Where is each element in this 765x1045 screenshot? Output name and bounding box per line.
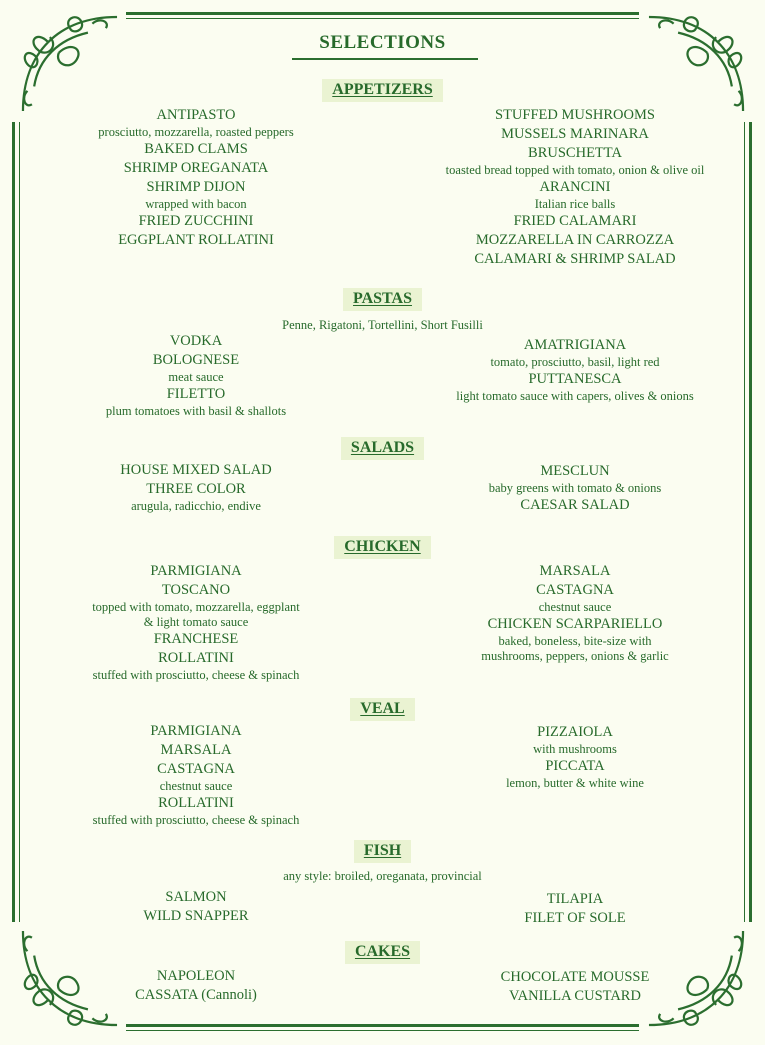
salads-right-column bbox=[410, 462, 740, 515]
bottom-border-line bbox=[126, 1024, 639, 1027]
menu-item-description: arugula, radicchio, endive bbox=[131, 499, 261, 513]
heading-label: SALADS bbox=[341, 437, 424, 460]
menu-item-name: CAESAR SALAD bbox=[520, 497, 630, 513]
menu-item-name: FRIED ZUCCHINI bbox=[138, 213, 254, 229]
menu-item-description: & light tomato sauce bbox=[143, 615, 249, 629]
menu-item-name: TILAPIA bbox=[546, 891, 604, 907]
menu-item-name: MUSSELS MARINARA bbox=[501, 126, 649, 142]
menu-item-description: light tomato sauce with capers, olives & onions bbox=[456, 389, 694, 403]
salads-left-column bbox=[40, 461, 352, 514]
menu-item-name: FRANCHESE bbox=[153, 631, 239, 647]
menu-item-name: VODKA bbox=[169, 333, 223, 349]
corner-ornament-top-left bbox=[14, 8, 126, 120]
menu-item-name: CHICKEN SCARPARIELLO bbox=[487, 616, 663, 632]
menu-item-name: WILD SNAPPER bbox=[143, 908, 249, 924]
fish-note: any style: broiled, oreganata, provincial bbox=[283, 869, 482, 883]
menu-item-description: mushrooms, peppers, onions & garlic bbox=[481, 649, 669, 663]
menu-item-description: prosciutto, mozzarella, roasted peppers bbox=[98, 125, 294, 139]
menu-item-name: MESCLUN bbox=[540, 463, 610, 479]
right-border-line bbox=[749, 122, 752, 922]
menu-item-description: tomato, prosciutto, basil, light red bbox=[490, 355, 660, 369]
menu-item-description: baby greens with tomato & onions bbox=[488, 481, 662, 495]
top-border-line-thin bbox=[126, 18, 639, 19]
corner-ornament-top-right bbox=[640, 8, 752, 120]
menu-item-description: baked, boneless, bite-size with bbox=[498, 634, 652, 648]
menu-item-description: chestnut sauce bbox=[159, 779, 233, 793]
menu-item-name: PARMIGIANA bbox=[150, 563, 242, 579]
menu-item-name: MARSALA bbox=[539, 563, 611, 579]
menu-item-name: ROLLATINI bbox=[158, 795, 234, 811]
fish-left-column bbox=[40, 888, 352, 926]
menu-item-description: stuffed with prosciutto, cheese & spinach bbox=[92, 668, 300, 682]
menu-item-name: EGGPLANT ROLLATINI bbox=[118, 232, 274, 248]
menu-item-description: lemon, butter & white wine bbox=[506, 776, 644, 790]
menu-item-name: VANILLA CUSTARD bbox=[509, 988, 641, 1004]
menu-item-name: CASTAGNA bbox=[157, 761, 235, 777]
menu-item-name: FILET OF SOLE bbox=[524, 910, 626, 926]
menu-item-description: meat sauce bbox=[168, 370, 224, 384]
menu-item-name: CASSATA (Cannoli) bbox=[135, 987, 257, 1003]
menu-item-name: PUTTANESCA bbox=[528, 371, 622, 387]
menu-item-name: BRUSCHETTA bbox=[528, 145, 622, 161]
chicken-right-column bbox=[410, 562, 740, 664]
cakes-left-column bbox=[40, 967, 352, 1005]
menu-item-name: NAPOLEON bbox=[156, 968, 236, 984]
section-heading-cakes bbox=[0, 941, 765, 964]
veal-right-column bbox=[410, 723, 740, 791]
menu-item-name: AMATRIGIANA bbox=[523, 337, 627, 353]
menu-item-name: MOZZARELLA IN CARROZZA bbox=[475, 232, 675, 248]
section-heading-veal bbox=[0, 698, 765, 721]
menu-item-description: with mushrooms bbox=[533, 742, 617, 756]
menu-item-name: THREE COLOR bbox=[146, 481, 246, 497]
menu-item-description: stuffed with prosciutto, cheese & spinach bbox=[92, 813, 300, 827]
appetizers-left-column bbox=[40, 106, 352, 250]
left-border-line-thin bbox=[19, 122, 20, 922]
pastas-right-column bbox=[410, 336, 740, 404]
section-heading-chicken bbox=[0, 536, 765, 559]
menu-item-name: CASTAGNA bbox=[536, 582, 614, 598]
heading-label: FISH bbox=[354, 840, 411, 863]
menu-item-name: PIZZAIOLA bbox=[537, 724, 613, 740]
menu-item-name: FILETTO bbox=[166, 386, 226, 402]
fish-right-column bbox=[410, 890, 740, 928]
heading-label: CHICKEN bbox=[334, 536, 430, 559]
page-title: SELECTIONS bbox=[319, 32, 446, 53]
section-heading-pastas bbox=[0, 288, 765, 311]
menu-item-name: CHOCOLATE MOUSSE bbox=[500, 969, 650, 985]
menu-item-name: ARANCINI bbox=[539, 179, 611, 195]
menu-item-name: STUFFED MUSHROOMS bbox=[495, 107, 655, 123]
menu-item-name: SALMON bbox=[165, 889, 227, 905]
cakes-right-column bbox=[410, 968, 740, 1006]
menu-item-name: HOUSE MIXED SALAD bbox=[120, 462, 272, 478]
menu-item-name: PARMIGIANA bbox=[150, 723, 242, 739]
right-border-line-thin bbox=[744, 122, 745, 922]
pastas-left-column bbox=[40, 332, 352, 419]
menu-item-description: chestnut sauce bbox=[538, 600, 612, 614]
veal-left-column bbox=[40, 722, 352, 828]
menu-item-description: plum tomatoes with basil & shallots bbox=[105, 404, 287, 418]
menu-item-name: CALAMARI & SHRIMP SALAD bbox=[474, 251, 676, 267]
menu-item-description: Italian rice balls bbox=[534, 197, 616, 211]
bottom-border-line-thin bbox=[126, 1030, 639, 1031]
menu-item-name: ROLLATINI bbox=[158, 650, 234, 666]
heading-label: PASTAS bbox=[343, 288, 422, 311]
menu-item-name: ANTIPASTO bbox=[156, 107, 236, 123]
title-underline bbox=[292, 58, 478, 60]
appetizers-right-column bbox=[410, 106, 740, 269]
section-heading-salads bbox=[0, 437, 765, 460]
top-border-line bbox=[126, 12, 639, 15]
menu-item-description: topped with tomato, mozzarella, eggplant bbox=[92, 600, 300, 614]
left-border-line bbox=[12, 122, 15, 922]
heading-label: VEAL bbox=[350, 698, 414, 721]
section-heading-fish bbox=[0, 840, 765, 863]
menu-item-name: SHRIMP DIJON bbox=[146, 179, 246, 195]
menu-item-name: FRIED CALAMARI bbox=[513, 213, 637, 229]
heading-label: APPETIZERS bbox=[322, 79, 442, 102]
menu-item-name: BOLOGNESE bbox=[152, 352, 240, 368]
menu-item-name: TOSCANO bbox=[161, 582, 231, 598]
section-heading-appetizers bbox=[0, 79, 765, 102]
menu-item-name: MARSALA bbox=[160, 742, 232, 758]
menu-item-description: wrapped with bacon bbox=[145, 197, 247, 211]
menu-item-name: SHRIMP OREGANATA bbox=[123, 160, 269, 176]
menu-item-name: BAKED CLAMS bbox=[144, 141, 248, 157]
menu-item-description: toasted bread topped with tomato, onion & olive oil bbox=[445, 163, 705, 177]
menu-item-name: PICCATA bbox=[545, 758, 605, 774]
chicken-left-column bbox=[40, 562, 352, 683]
pastas-note: Penne, Rigatoni, Tortellini, Short Fusilli bbox=[282, 318, 483, 332]
heading-label: CAKES bbox=[345, 941, 420, 964]
